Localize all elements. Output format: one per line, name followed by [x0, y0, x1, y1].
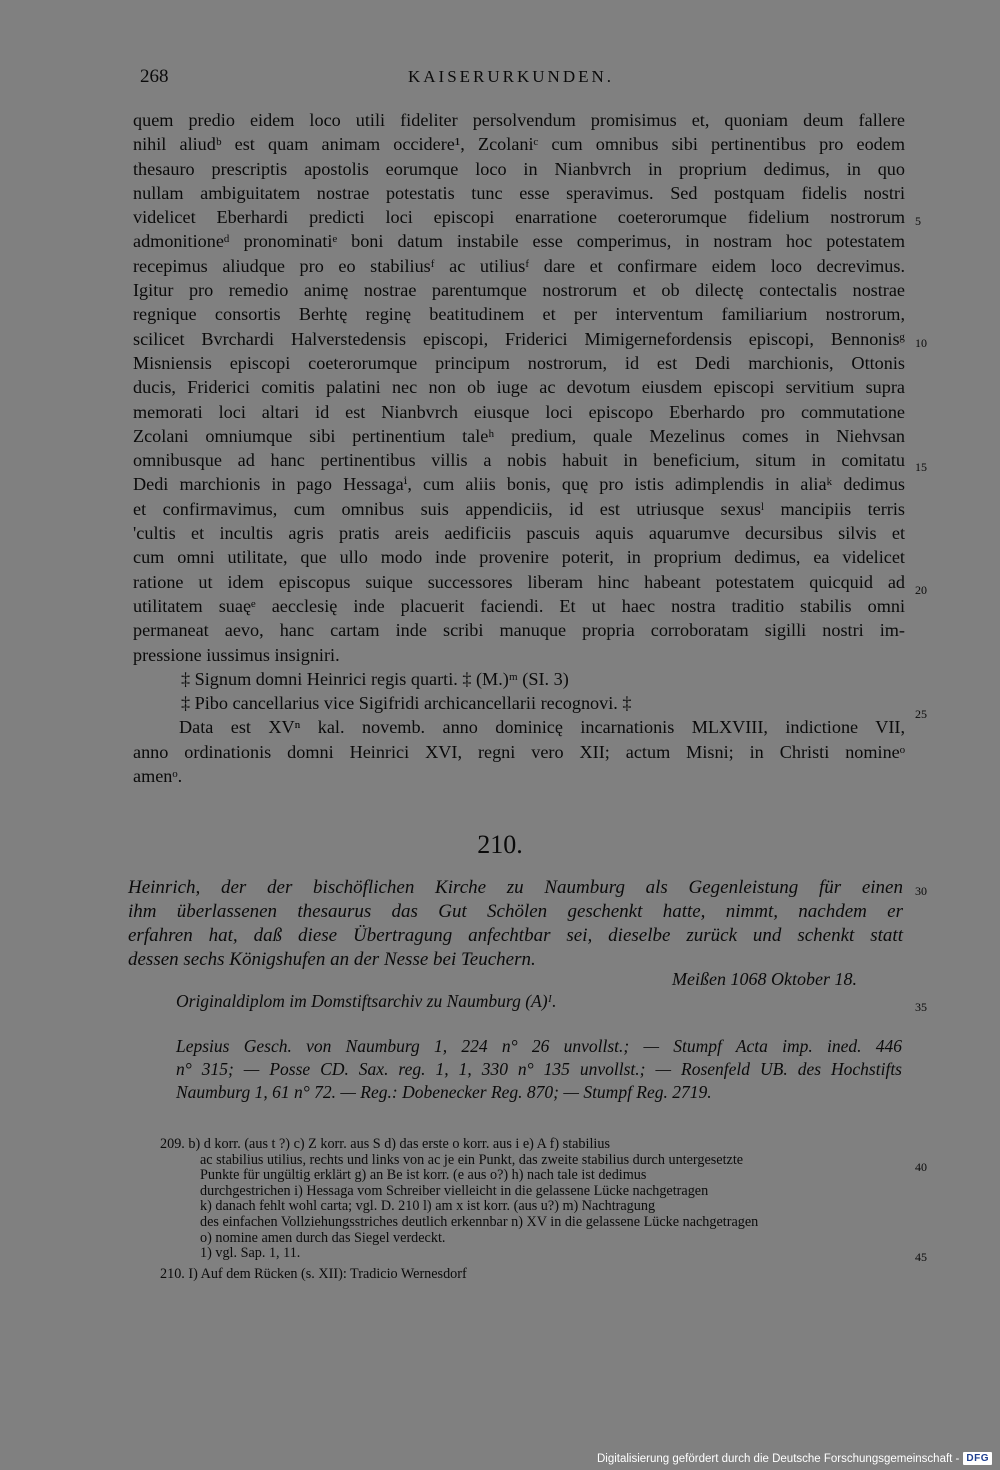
line-number: 25	[915, 707, 927, 721]
regest-line: ihm überlassenen thesaurus das Gut Schölen geschenkt hatte, nimmt, nachdem er	[128, 901, 903, 922]
line-number: 5	[915, 214, 921, 228]
running-title: KAISERURKUNDEN.	[408, 67, 615, 86]
page-number: 268	[140, 66, 169, 87]
note-line: des einfachen Vollziehungsstriches deutlich erkennbar n) XV in die gelassene Lücke nachgetragen	[200, 1213, 759, 1230]
text-line: Misniensis episcopi coeterorumque principum nostrorum, id est Dedi marchionis, Ottonis	[133, 352, 905, 373]
text-line: nihil aliudᵇ est quam animam occidere¹, Zcolaniᶜ cum omnibus sibi pertinentibus pro eodem	[133, 134, 905, 155]
regest-line: dessen sechs Königshufen an der Nesse bei Teuchern.	[128, 949, 536, 970]
note-line: 210. I) Auf dem Rücken (s. XII): Tradicio Wernesdorf	[160, 1265, 467, 1282]
dfg-logo: DFG	[963, 1452, 992, 1465]
critical-apparatus	[160, 1137, 900, 1282]
text-line: pressione iussimus insigniri.	[133, 644, 340, 665]
note-line: k) danach fehlt wohl carta; vgl. D. 210 l) am x ist korr. (aus u?) m) Nachtragung	[200, 1198, 656, 1215]
text-line: Dedi marchionis in pago Hessagaⁱ, cum aliis bonis, quę pro istis adimplendis in aliaᵏ dedimus	[133, 474, 905, 495]
place-date: Meißen 1068 Oktober 18.	[672, 969, 857, 989]
text-line: nullam ambiguitatem nostrae potestatis tunc esse speravimus. Sed postquam fidelis nostri	[133, 182, 905, 203]
original-note: Originaldiplom im Domstiftsarchiv zu Naumburg (A)ᴵ.	[176, 991, 557, 1011]
note-line: 1) vgl. Sap. 1, 11.	[200, 1245, 301, 1262]
text-line: cum omni utilitate, que ullo modo inde provenire poterit, in proprium dedimus, ea videlicet	[133, 547, 905, 568]
line-number: 40	[915, 1160, 927, 1174]
datum-line: amenᵒ.	[133, 766, 183, 787]
text-line: et confirmavimus, cum omnibus suis appendiciis, id est utriusque sexusˡ mancipiis terris	[133, 498, 905, 519]
note-line: Punkte für ungültig erklärt g) an Be ist korr. (e aus o?) h) nach tale ist dedimus	[200, 1167, 647, 1184]
document-number: 210.	[477, 830, 523, 859]
regest-line: erfahren hat, daß diese Übertragung anfechtbar sei, dieselbe zurück und schenkt statt	[128, 925, 903, 946]
text-line: utilitatem suaęᵉ aecclesię inde placuerit faciendi. Et ut haec nostra traditio stabilis omni	[133, 595, 905, 616]
line-number: 20	[915, 583, 927, 597]
literature-line: n° 315; — Posse CD. Sax. reg. 1, 1, 330 n° 135 unvollst.; — Rosenfeld UB. des Hochstifts	[176, 1059, 902, 1079]
note-line: o) nomine amen durch das Siegel verdeckt.	[200, 1229, 446, 1246]
text-line: Igitur pro remedio animę nostrae parentumque nostrorum et ob dilectę contectalis nostrae	[133, 280, 905, 301]
datum-line: anno ordinationis domni Heinrici XVI, regni vero XII; actum Misni; in Christi nomineᵒ	[133, 741, 905, 762]
text-line: omnibusque ad hanc pertinentibus villis a nobis habuit in beneficium, situm in comitatu	[133, 450, 905, 471]
note-line: 209. b) d korr. (aus t ?) c) Z korr. aus S d) das erste o korr. aus i e) A f) stabilius	[160, 1136, 610, 1152]
datum-line: Data est XVⁿ kal. novemb. anno dominicę incarnationis MLXVIII, indictione VII,	[179, 717, 905, 738]
charter-text	[133, 108, 905, 788]
text-line: scilicet Bvrchardi Halverstedensis episcopi, Friderici Mimigernefordensis episcopi, Bennonisᵍ	[133, 328, 905, 349]
footer-text: Digitalisierung gefördert durch die Deutsche Forschungsgemeinschaft -	[596, 1452, 960, 1465]
text-line: quem predio eidem loco utili fideliter persolvendum promisimus et, quoniam deum fallere	[133, 110, 905, 130]
text-line: recepimus aliudque pro eo stabiliusᶠ ac utiliusᶠ dare et confirmare eidem loco decrevimus.	[133, 255, 905, 276]
text-line: regnique consortis Berhtę reginę beatitudinem et per interventum familiarium nostrorum,	[133, 304, 905, 325]
text-line: 'cultis et incultis agris pratis areis aedificiis pascuis aquis aquarumve decursibus silvis et	[133, 523, 905, 544]
note-line: ac stabilius utilius, rechts und links von ac je ein Punkt, das zweite stabilius durch untergesetzte	[200, 1151, 744, 1168]
text-line: ratione ut idem episcopus suique successores liberam hinc habeant potestatem quicquid ad	[133, 571, 905, 592]
line-number: 30	[915, 884, 927, 898]
note-line: durchgestrichen i) Hessaga vom Schreiber vielleicht in die gelassene Lücke nachgetragen	[200, 1182, 709, 1199]
text-line: thesauro prescriptis apostolis eorumque loco in Nianbvrch in proprium dedimus, in quo	[133, 158, 905, 179]
recognition-line: ‡ Pibo cancellarius vice Sigifridi archicancellarii recognovi. ‡	[181, 693, 632, 714]
signum-line: ‡ Signum domni Heinrici regis quarti. ‡ (M.)ᵐ (SI. 3)	[181, 668, 569, 689]
regest-summary	[128, 876, 903, 972]
text-line: Zcolani omniumque sibi pertinentium taleʰ predium, quale Mezelinus comes in Niehvsan	[133, 425, 905, 446]
text-line: permaneat aevo, hanc cartam inde scribi manuque propria corroboratam sigilli nostri im-	[133, 620, 905, 641]
text-line: memorati loci altari id est Nianbvrch eiusque loci episcopo Eberhardo pro commutatione	[133, 401, 905, 422]
line-number: 15	[915, 460, 927, 474]
text-line: videlicet Eberhardi predicti loci episcopi enarratione coeterorumque fidelium nostrorum	[133, 207, 905, 228]
text-line: ducis, Friderici comitis palatini nec non ob iuge ac devotum eiusdem episcopi servitium supra	[133, 377, 905, 398]
footer-credit	[597, 1452, 992, 1465]
literature-line: Naumburg 1, 61 n° 72. — Reg.: Dobenecker Reg. 870; — Stumpf Reg. 2719.	[176, 1082, 712, 1102]
line-number: 10	[915, 336, 927, 350]
regest-line: Heinrich, der der bischöflichen Kirche zu Naumburg als Gegenleistung für einen	[128, 877, 903, 898]
line-number: 45	[915, 1250, 927, 1264]
line-number: 35	[915, 1000, 927, 1014]
literature-line: Lepsius Gesch. von Naumburg 1, 224 n° 26 unvollst.; — Stumpf Acta imp. ined. 446	[176, 1036, 902, 1056]
literature-references	[176, 1035, 902, 1104]
text-line: admonitioneᵈ pronominatiᵉ boni datum instabile esse comperimus, in nostram hoc potestatem	[133, 231, 905, 252]
